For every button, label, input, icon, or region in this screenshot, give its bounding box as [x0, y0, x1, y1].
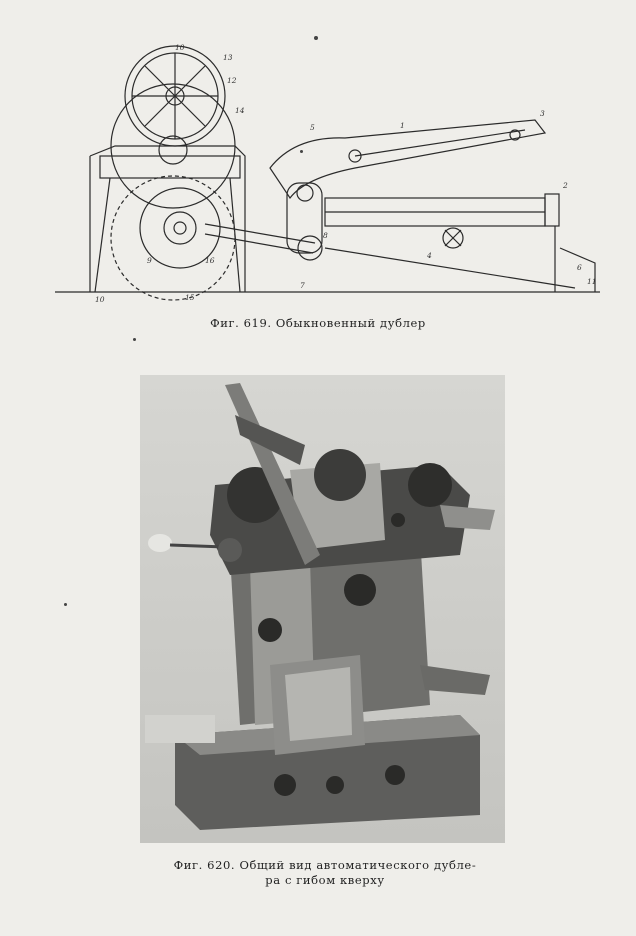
- part-label: 14: [235, 106, 245, 115]
- scan-speck: [314, 36, 318, 40]
- scan-speck: [133, 338, 136, 341]
- part-label: 3: [540, 109, 545, 118]
- part-label: 10: [95, 295, 105, 304]
- part-label: 6: [577, 263, 582, 272]
- scan-speck: [300, 150, 303, 153]
- figure-620-photo: [140, 375, 505, 843]
- part-label: 8: [323, 231, 328, 240]
- part-label: 16: [205, 256, 215, 265]
- part-label: 9: [147, 256, 152, 265]
- part-label: 5: [310, 123, 315, 132]
- figure-620-caption-line1: Фиг. 620. Общий вид автоматического дубле-: [173, 858, 477, 872]
- part-label: 12: [227, 76, 237, 85]
- part-label: 10: [175, 43, 185, 52]
- figure-619-drawing: [55, 38, 600, 308]
- figure-620-caption-line2: ра с гибом кверху: [265, 873, 385, 887]
- part-label: 2: [563, 181, 568, 190]
- part-label: 15: [185, 293, 195, 302]
- part-label: 11: [587, 277, 597, 286]
- scan-speck: [64, 603, 67, 606]
- part-label: 13: [223, 53, 233, 62]
- figure-619-caption: Фиг. 619. Обыкновенный дублер: [210, 316, 426, 330]
- part-label: 4: [427, 251, 432, 260]
- part-label: 7: [300, 281, 305, 290]
- figure-620-caption: [120, 858, 530, 888]
- part-label: 1: [400, 121, 405, 130]
